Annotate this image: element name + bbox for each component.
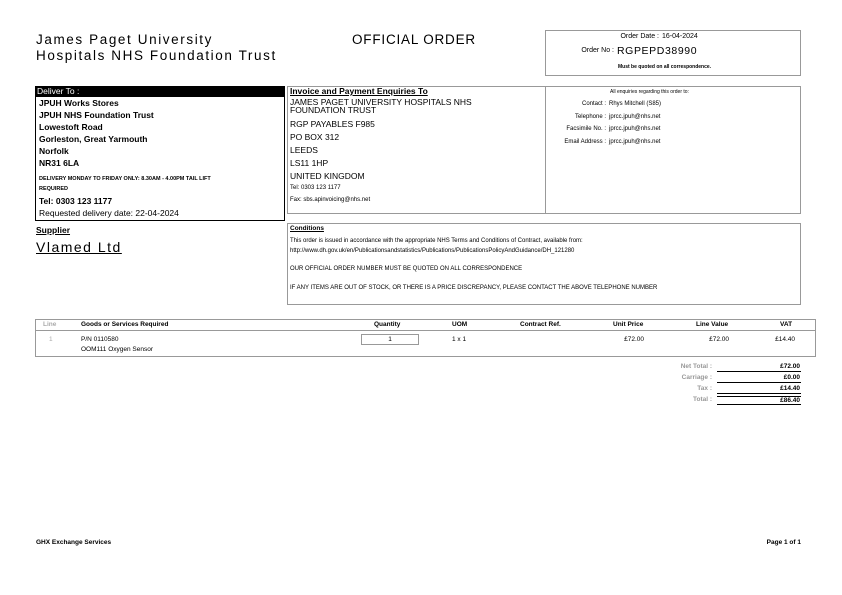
telephone-label: Telephone : <box>574 114 606 120</box>
invoice-line-4: PO BOX 312 <box>290 132 340 142</box>
invoice-line-7: UNITED KINGDOM <box>290 171 365 181</box>
conditions-box <box>287 223 801 305</box>
invoice-divider <box>545 86 546 214</box>
organisation-line-1: James Paget University <box>36 32 214 47</box>
conditions-line-3: OUR OFFICIAL ORDER NUMBER MUST BE QUOTED ON ALL CORRESPONDENCE <box>290 266 523 272</box>
facsimile-label: Facsimile No. : <box>566 126 606 132</box>
row-line-value: £72.00 <box>709 336 729 343</box>
row-quantity: 1 <box>388 336 392 343</box>
organisation-line-2: Hospitals NHS Foundation Trust <box>36 48 277 63</box>
table-row <box>35 331 816 357</box>
enquiries-note: All enquiries regarding this order to: <box>610 89 689 95</box>
supplier-heading: Supplier <box>36 225 71 235</box>
invoice-line-2: FOUNDATION TRUST <box>290 105 377 115</box>
header-vat: VAT <box>780 321 793 328</box>
total-value: £86.40 <box>717 396 801 405</box>
delivery-note-line-2: REQUIRED <box>39 186 69 192</box>
total-label: Total : <box>692 396 712 403</box>
deliver-line-5: Norfolk <box>39 146 69 156</box>
row-uom: 1 x 1 <box>452 336 467 343</box>
tax-label: Tax : <box>697 385 712 392</box>
net-total-label: Net Total : <box>680 363 712 370</box>
conditions-line-4: IF ANY ITEMS ARE OUT OF STOCK, OR THERE IS A PRICE DISCREPANCY, PLEASE CONTACT THE ABOVE TELEPHONE NUMBER <box>290 285 658 291</box>
order-date-value: 16-04-2024 <box>662 33 698 40</box>
order-info-box <box>545 30 801 76</box>
deliver-line-2: JPUH NHS Foundation Trust <box>39 110 154 120</box>
deliver-to-box <box>35 96 285 221</box>
header-unit-price: Unit Price <box>613 321 644 328</box>
deliver-to-heading: Deliver To : <box>35 86 285 96</box>
document-title: OFFICIAL ORDER <box>352 32 476 47</box>
order-number-label: Order No : <box>581 47 614 54</box>
requested-delivery-date: Requested delivery date: 22-04-2024 <box>39 208 179 218</box>
row-unit-price: £72.00 <box>624 336 644 343</box>
invoice-heading: Invoice and Payment Enquiries To <box>290 86 428 96</box>
email-value: jprcc.jpuh@nhs.net <box>609 139 661 145</box>
header-line: Line <box>43 321 57 328</box>
header-uom: UOM <box>452 321 468 328</box>
deliver-line-6: NR31 6LA <box>39 158 80 168</box>
order-number-note: Must be quoted on all correspondence. <box>618 64 712 70</box>
order-date-label: Order Date : <box>620 33 659 40</box>
invoice-line-6: LS11 1HP <box>290 158 329 168</box>
delivery-note-line-1: DELIVERY MONDAY TO FRIDAY ONLY: 8.30AM - 4.00PM TAIL LIFT <box>39 176 211 182</box>
telephone-value: jprcc.jpuh@nhs.net <box>609 114 661 120</box>
header-contract-ref: Contract Ref. <box>520 321 561 328</box>
invoice-fax: Fax: sbs.apinvoicing@nhs.net <box>290 197 371 203</box>
deliver-telephone: Tel: 0303 123 1177 <box>39 196 113 206</box>
carriage-value: £0.00 <box>717 374 801 383</box>
footer-left: GHX Exchange Services <box>36 539 112 546</box>
header-quantity: Quantity <box>374 321 401 328</box>
invoice-telephone: Tel: 0303 123 1177 <box>290 185 341 191</box>
row-vat: £14.40 <box>775 336 795 343</box>
contact-value: Rhys Mitchell (S85) <box>609 101 662 107</box>
carriage-label: Carriage : <box>681 374 712 381</box>
row-goods-part-number: P/N 0110580 <box>81 336 119 343</box>
facsimile-value: jprcc.jpuh@nhs.net <box>609 126 661 132</box>
net-total-value: £72.00 <box>717 363 801 372</box>
order-number-value: RGPEPD38990 <box>617 45 698 57</box>
supplier-name: Vlamed Ltd <box>36 239 122 255</box>
invoice-line-1: JAMES PAGET UNIVERSITY HOSPITALS NHS <box>290 97 472 107</box>
invoice-line-3: RGP PAYABLES F985 <box>290 119 375 129</box>
deliver-line-3: Lowestoft Road <box>39 122 103 132</box>
conditions-heading: Conditions <box>290 225 324 232</box>
contact-label: Contact : <box>581 101 606 107</box>
deliver-line-4: Gorleston, Great Yarmouth <box>39 134 148 144</box>
header-goods: Goods or Services Required <box>81 321 169 328</box>
organisation-name <box>36 32 277 64</box>
deliver-line-1: JPUH Works Stores <box>39 98 119 108</box>
conditions-line-1: This order is issued in accordance with the appropriate NHS Terms and Conditions of Contract, available from: <box>290 238 583 244</box>
conditions-link[interactable]: http://www.dh.gov.uk/en/Publicationsandstatistics/Publications/PublicationsPolicyAndGuidance/DH_121280 <box>290 248 575 254</box>
page-number: Page 1 of 1 <box>766 539 801 546</box>
header-line-value: Line Value <box>696 321 729 328</box>
invoice-line-5: LEEDS <box>290 145 318 155</box>
tax-value: £14.40 <box>717 385 801 394</box>
row-line-number: 1 <box>49 336 53 343</box>
email-label: Email Address : <box>564 139 606 145</box>
row-goods-description: OOM111 Oxygen Sensor <box>81 346 154 353</box>
